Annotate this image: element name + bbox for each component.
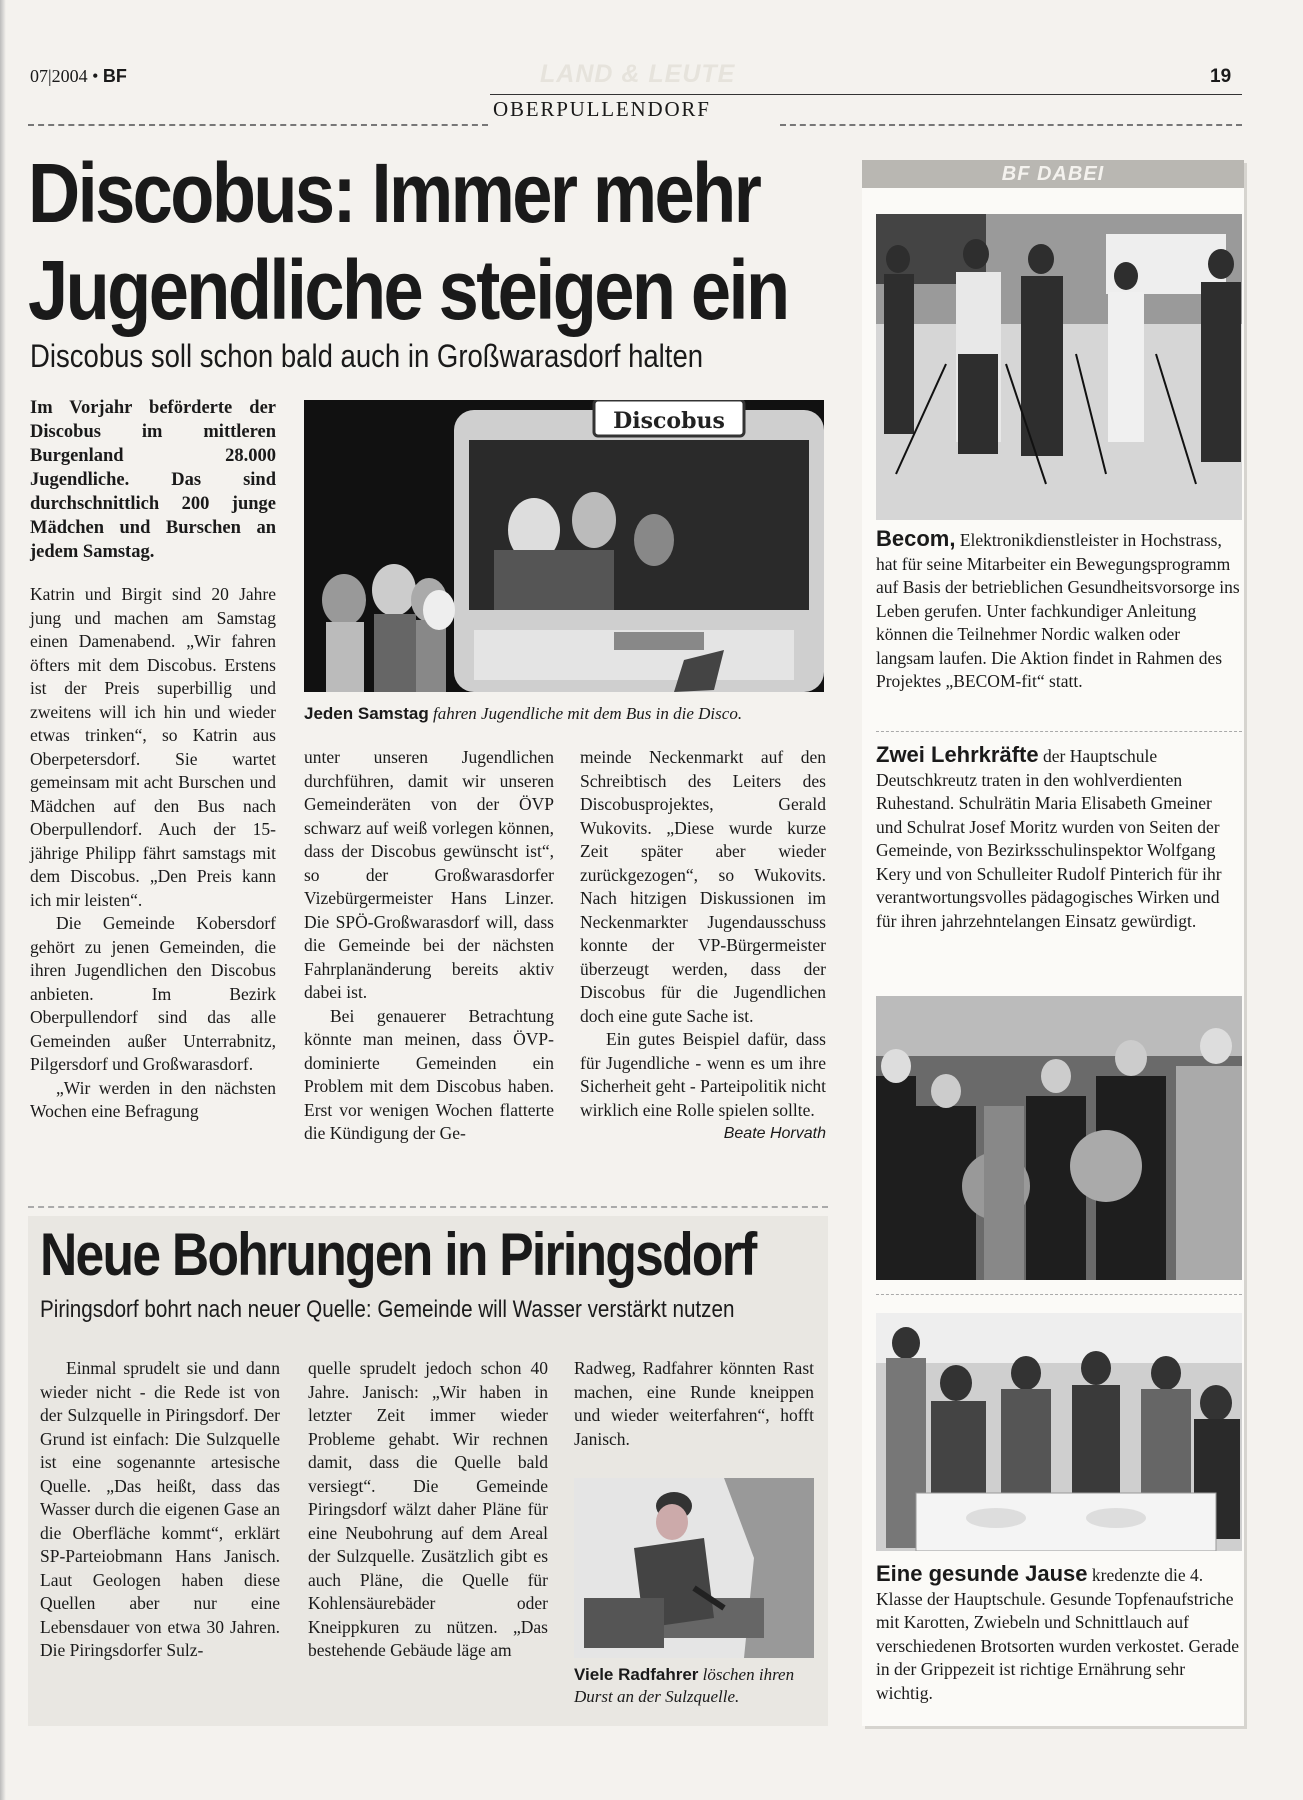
- region-title: OBERPULLENDORF: [493, 97, 711, 121]
- article2-col3: Radweg, Radfahrer könnten Rast machen, eine Runde kneippen und wieder weiterfahren“, hofft Janisch.: [574, 1358, 814, 1449]
- article1-col1-p2: Die Gemeinde Kobersdorf gehört zu jenen Gemeinden, die ihren Jugendlichen den Discobus anbieten. Im Bezirk Oberpullendorf sind das alle Gemeinden außer Unterrabnitz, Pilgersdorf und Großwarasdorf.: [30, 913, 276, 1074]
- sidebar-banner: [862, 160, 1244, 188]
- article2-col1: Einmal sprudelt sie und dann wieder nicht - die Rede ist von der Sulzquelle in Piringsdorf. Der Grund ist einfach: Die Sulzquelle ist eine sogenannte artesische Quelle. „Das heißt, dass das Wasser durch die eigenen Gase an die Oberfläche kommt“, erklärt SP-Parteiobmann Hans Janisch. Laut Geologen haben diese Quellen aber nur eine Lebensdauer von etwa 30 Jahren. Die Piringsdorfer Sulz-: [40, 1358, 280, 1660]
- bus-sign-text: Discobus: [613, 408, 725, 434]
- article1-headline-1: Discobus: Immer mehr: [28, 146, 760, 240]
- becom-illustration: [876, 214, 1242, 520]
- discobus-caption-italic: fahren Jugendliche mit dem Bus in die Disco.: [432, 704, 743, 723]
- sulzquelle-illustration: [574, 1478, 814, 1658]
- header-dashes-right: [780, 124, 1242, 126]
- discobus-caption: [304, 703, 824, 725]
- article1-headline-2: Jugendliche steigen ein: [28, 243, 788, 337]
- article1-col2-p1: unter unseren Jugendlichen durchführen, damit wir unseren Gemeinderäten von der ÖVP schwarz auf weiß vorlegen können, dass der Discobus gewünscht ist“, so der Großwarasdorfer Vizebürgermeister Hans Linzer. Die SPÖ-Großwarasdorf will, dass die Gemeinde bei der nächsten Fahrplanänderung bereits aktiv dabei ist.: [304, 747, 554, 1002]
- article1-col3-p2: Ein gutes Beispiel dafür, dass für Jugendliche - wenn es um ihre Sicherheit geht - Parteipolitik nicht wirklich eine Rolle spielen sollte.: [580, 1029, 826, 1120]
- article1-lead: Im Vorjahr beförderte der Discobus im mittleren Burgenland 28.000 Jugendliche. Das sind durchschnittlich 200 junge Mädchen und Burschen an jedem Samstag.: [30, 398, 276, 562]
- article1-col2: [304, 746, 554, 1146]
- article1-col1-p1: Katrin und Birgit sind 20 Jahre jung und machen am Samstag einen Damenabend. „Wir fahren öfters mit dem Discobus. Erstens ist der Preis superbillig und zweitens will ich hin und wieder etwas trinken“, so Katrin aus Oberpetersdorf. Sie wartet gemeinsam mit acht Burschen und Mädchen auf den Bus nach Oberpullendorf. Auch der 15-jährige Philipp fährt samstags mit dem Discobus. „Den Preis kann ich mir leisten“.: [30, 584, 276, 910]
- issue-date: [30, 66, 127, 87]
- becom-photo: [876, 214, 1242, 520]
- sulzquelle-photo: [574, 1478, 814, 1658]
- article1-col3: [580, 746, 826, 1146]
- jause-photo: [876, 1313, 1242, 1551]
- lehrkraefte-photo: [876, 996, 1242, 1280]
- sidebar-dash-2: [876, 1294, 1242, 1295]
- becom-title: Becom,: [876, 526, 956, 551]
- becom-text: Elektronikdienstleister in Hochstrass, hat für seine Mitarbeiter ein Bewegungsprogramm auf Basis der betrieblichen Gesundheitsvorsorge ins Leben gerufen. Unter fachkundiger Anleitung können die Teilnehmer Nordic walken oder langsam laufen. Die Aktion findet in Rahmen des Projektes „BECOM-fit“ statt.: [876, 530, 1240, 691]
- lehrkraefte-text: der Hauptschule Deutschkreutz traten in den wohlverdienten Ruhestand. Schulrätin Maria Elisabeth Gmeiner und Schulrat Josef Moritz wurden von Seiten der Gemeinde, von Bezirksschulinspektor Wolfgang Kery und von Schulleiter Rudolf Pinterich für ihr verantwortungsvolles pädagogisches Wirken und für ihren jahrzehntelangen Einsatz gewürdigt.: [876, 746, 1222, 931]
- article1-col1: [30, 583, 276, 1124]
- sulzquelle-caption-italic: löschen ihren Durst an der Sulzquelle.: [574, 1665, 795, 1706]
- sulzquelle-caption: [574, 1664, 818, 1708]
- sidebar-item-becom: [876, 527, 1242, 694]
- jause-text: kredenzte die 4. Klasse der Hauptschule. Gesunde Topfenaufstriche mit Karotten, Zwiebeln und Schnittlauch auf verschiedenen Brotsorten wurden verkostet. Gerade in der Grippezeit ist richtige Ernährung sehr wichtig.: [876, 1565, 1239, 1703]
- sidebar-dash-1: [876, 731, 1242, 732]
- article1-col2-p2: Bei genauerer Betrachtung könnte man meinen, dass ÖVP-dominierte Gemeinden ein Problem mit dem Discobus haben. Erst vor wenigen Wochen flatterte die Kündigung der Ge-: [304, 1005, 554, 1143]
- issue-label: 07|2004 •: [30, 66, 99, 86]
- section-title: LAND & LEUTE: [540, 60, 736, 88]
- brand-label: BF: [102, 66, 127, 86]
- article1-col3-p1: meinde Neckenmarkt auf den Schreibtisch des Leiters des Discobusprojektes, Gerald Wukovits. „Diese wurde kurze Zeit später aber wieder zurückgezogen“, so Wukovits. Nach hitzigen Diskussionen im Neckenmarkter Jugendausschuss konnte der VP-Bürgermeister überzeugt werden, dass der Discobus für die Jugendlichen doch eine gute Sache ist.: [580, 747, 826, 1026]
- header-rule: [490, 94, 1242, 95]
- article1-author: Beate Horvath: [723, 1125, 826, 1142]
- discobus-illustration: [304, 400, 824, 692]
- page-number: 19: [1210, 66, 1232, 87]
- article1-subheadline: Discobus soll schon bald auch in Großwarasdorf halten: [30, 338, 704, 374]
- lehrkraefte-title: Zwei Lehrkräfte: [876, 742, 1039, 767]
- article2-subheadline: Piringsdorf bohrt nach neuer Quelle: Gemeinde will Wasser verstärkt nutzen: [40, 1296, 735, 1323]
- discobus-caption-bold: Jeden Samstag: [304, 704, 429, 723]
- sidebar-item-jause: [876, 1562, 1242, 1705]
- article2-col2: quelle sprudelt jedoch schon 40 Jahre. Janisch: „Wir haben in letzter Zeit immer wieder Probleme gehabt. Wir rechnen damit, dass die Quelle bald versiegt“. Die Gemeinde Piringsdorf wälzt daher Pläne für eine Neubohrung auf dem Areal der Sulzquelle. Zusätzlich gibt es auch Pläne, die Quelle für Kohlensäurebäder oder Kneippkuren zu nützen. „Das bestehende Gebäude läge am: [308, 1358, 548, 1660]
- discobus-photo: [304, 400, 824, 692]
- article1-col1-p3: „Wir werden in den nächsten Wochen eine Befragung: [30, 1077, 276, 1121]
- lehrkraefte-illustration: [876, 996, 1242, 1280]
- sulzquelle-caption-bold: Viele Radfahrer: [574, 1665, 699, 1684]
- sidebar-item-lehrkraefte: [876, 743, 1242, 933]
- article2-headline: Neue Bohrungen in Piringsdorf: [40, 1221, 756, 1288]
- article-separator: [28, 1206, 828, 1208]
- page-edge: [0, 0, 6, 1800]
- header-dashes-left: [28, 124, 488, 126]
- jause-illustration: [876, 1313, 1242, 1551]
- sidebar-banner-text: BF DABEI: [1001, 163, 1105, 185]
- jause-title: Eine gesunde Jause: [876, 1561, 1088, 1586]
